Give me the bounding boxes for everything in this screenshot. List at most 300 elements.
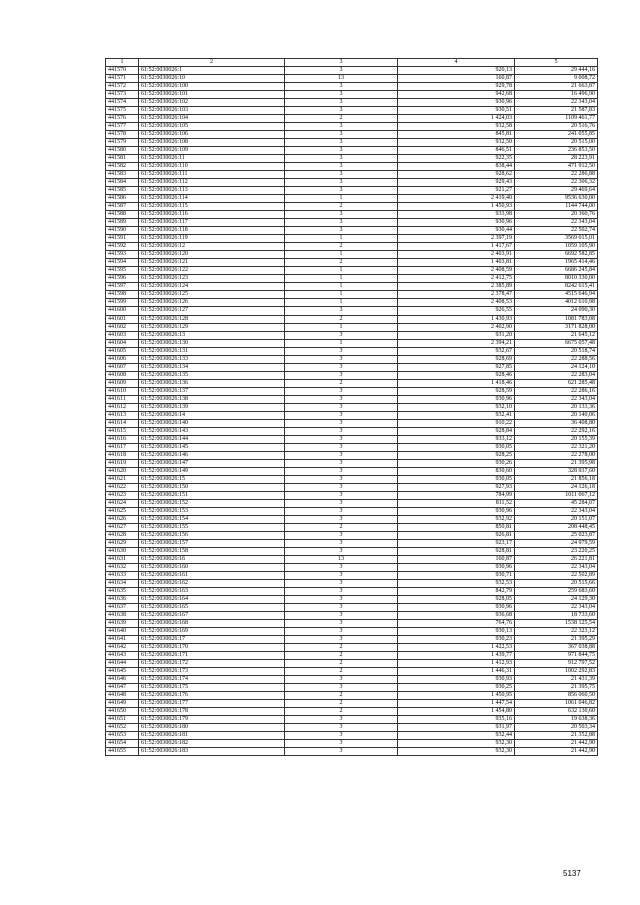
table-cell: 3 (285, 179, 398, 187)
table-cell: 441627 (106, 523, 139, 531)
table-cell: 929,78 (398, 83, 515, 91)
table-cell: 61:52:0030026:114 (139, 195, 285, 203)
header-cell: 1 (106, 59, 139, 67)
table-cell: 933,12 (398, 435, 515, 443)
table-cell: 241 055,85 (515, 131, 598, 139)
table-cell: 29 444,16 (515, 67, 598, 75)
table-cell: 22 343,04 (515, 219, 598, 227)
table-cell: 61:52:0030026:165 (139, 604, 285, 612)
table-cell: 4012 610,98 (515, 299, 598, 307)
table-cell: 441621 (106, 475, 139, 483)
page-number: 5137 (563, 869, 581, 878)
table-cell: 61:52:0030026:121 (139, 259, 285, 267)
table-cell: 160,87 (398, 555, 515, 563)
table-cell: 61:52:0030026:154 (139, 515, 285, 523)
table-cell: 236 853,50 (515, 147, 598, 155)
table-cell: 21 442,90 (515, 748, 598, 756)
table-cell: 441580 (106, 147, 139, 155)
table-cell: 8242 615,41 (515, 283, 598, 291)
table-cell: 6686 245,84 (515, 267, 598, 275)
table-cell: 6675 057,48 (515, 339, 598, 347)
table-cell: 2 (285, 660, 398, 668)
table-row (106, 451, 598, 459)
table-cell: 4515 646,94 (515, 291, 598, 299)
table-row (106, 123, 598, 131)
header-cell: 4 (398, 59, 515, 67)
table-cell: 24 090,30 (515, 307, 598, 315)
table-cell: 441622 (106, 483, 139, 491)
table-cell: 930,44 (398, 227, 515, 235)
table-row (106, 147, 598, 155)
table-cell: 61:52:0030026:137 (139, 387, 285, 395)
table-row (106, 668, 598, 676)
table-cell: 61:52:0030026:109 (139, 147, 285, 155)
table-cell: 2 (285, 259, 398, 267)
table-cell: 441619 (106, 459, 139, 467)
table-cell: 441596 (106, 275, 139, 283)
table-cell: 3 (285, 371, 398, 379)
table-cell: 22 343,04 (515, 604, 598, 612)
table-cell: 931,97 (398, 724, 515, 732)
table-cell: 21 442,90 (515, 740, 598, 748)
table-cell: 21 431,39 (515, 676, 598, 684)
table-cell: 1011 067,12 (515, 491, 598, 499)
table-cell: 930,51 (398, 107, 515, 115)
table-cell: 441643 (106, 652, 139, 660)
table-cell: 3 (285, 227, 398, 235)
table-cell: 3 (285, 724, 398, 732)
table-cell: 1 454,80 (398, 708, 515, 716)
table-cell: 3 (285, 572, 398, 580)
table-cell: 61:52:0030026:144 (139, 435, 285, 443)
table-cell: 61:52:0030026:134 (139, 363, 285, 371)
table-row (106, 620, 598, 628)
table-cell: 61:52:0030026:10 (139, 75, 285, 83)
table-cell: 3 (285, 211, 398, 219)
table-row (106, 676, 598, 684)
table-cell: 930,13 (398, 628, 515, 636)
table-cell: 61:52:0030026:147 (139, 459, 285, 467)
table-cell: 1 403,81 (398, 259, 515, 267)
table-cell: 61:52:0030026:176 (139, 692, 285, 700)
table-row (106, 379, 598, 387)
table-cell: 61:52:0030026:104 (139, 115, 285, 123)
table-cell: 441578 (106, 131, 139, 139)
table-cell: 3171 828,00 (515, 323, 598, 331)
table-cell: 61:52:0030026:143 (139, 427, 285, 435)
table-row (106, 403, 598, 411)
table-row (106, 115, 598, 123)
table-row (106, 227, 598, 235)
table-cell: 22 286,88 (515, 171, 598, 179)
table-row (106, 427, 598, 435)
table-cell: 1 (285, 275, 398, 283)
table-row (106, 347, 598, 355)
table-cell: 3 (285, 483, 398, 491)
table-cell: 441576 (106, 115, 139, 123)
table-cell: 441606 (106, 355, 139, 363)
table-cell: 1 412,93 (398, 660, 515, 668)
table-cell: 28 223,91 (515, 155, 598, 163)
table-row (106, 67, 598, 75)
table-cell: 3 (285, 131, 398, 139)
table-cell: 22 343,04 (515, 563, 598, 571)
table-cell: 20 140,06 (515, 411, 598, 419)
table-cell: 26 221,81 (515, 555, 598, 563)
table-cell: 61:52:0030026:161 (139, 572, 285, 580)
table-cell: 441603 (106, 331, 139, 339)
table-cell: 441613 (106, 411, 139, 419)
table-row (106, 596, 598, 604)
table-cell: 441605 (106, 347, 139, 355)
table-cell: 441651 (106, 716, 139, 724)
table-cell: 441573 (106, 91, 139, 99)
table-cell: 61:52:0030026:11 (139, 155, 285, 163)
table-cell: 61:52:0030026:111 (139, 171, 285, 179)
table-cell: 3 (285, 395, 398, 403)
table-cell: 61:52:0030026:112 (139, 179, 285, 187)
table-cell: 932,10 (398, 403, 515, 411)
table-cell: 930,96 (398, 219, 515, 227)
table-cell: 61:52:0030026:160 (139, 563, 285, 571)
table-row (106, 387, 598, 395)
table-cell: 932,50 (398, 139, 515, 147)
table-cell: 2 408,59 (398, 267, 515, 275)
table-cell: 441586 (106, 195, 139, 203)
table-cell: 3 (285, 403, 398, 411)
table-row (106, 636, 598, 644)
table-cell: 930,96 (398, 395, 515, 403)
table-row (106, 483, 598, 491)
table-cell: 208 448,45 (515, 523, 598, 531)
table-cell: 932,30 (398, 740, 515, 748)
table-cell: 3 (285, 435, 398, 443)
table-cell: 845,81 (398, 131, 515, 139)
table-cell: 3 (285, 107, 398, 115)
table-cell: 61:52:0030026:140 (139, 419, 285, 427)
table-cell: 3 (285, 684, 398, 692)
table-row (106, 235, 598, 243)
table-row (106, 283, 598, 291)
table-cell: 61:52:0030026:1 (139, 67, 285, 75)
table-cell: 61:52:0030026:158 (139, 547, 285, 555)
table-row (106, 539, 598, 547)
table-cell: 441631 (106, 555, 139, 563)
table-cell: 367 038,88 (515, 644, 598, 652)
table-cell: 61:52:0030026:124 (139, 283, 285, 291)
table-cell: 930,96 (398, 604, 515, 612)
table-cell: 61:52:0030026:110 (139, 163, 285, 171)
table-cell: 928,84 (398, 427, 515, 435)
table-row (106, 355, 598, 363)
table-row (106, 724, 598, 732)
table-cell: 19 638,36 (515, 716, 598, 724)
table-row (106, 107, 598, 115)
table-row (106, 91, 598, 99)
table-row (106, 467, 598, 475)
table-cell: 20 515,00 (515, 139, 598, 147)
table-cell: 61:52:0030026:14 (139, 411, 285, 419)
table-cell: 811,52 (398, 499, 515, 507)
table-row (106, 563, 598, 571)
table-cell: 3 (285, 411, 398, 419)
table-cell: 441600 (106, 307, 139, 315)
table-cell: 1 (285, 291, 398, 299)
table-cell: 3 (285, 732, 398, 740)
table-cell: 928,59 (398, 387, 515, 395)
table-cell: 9536 630,00 (515, 195, 598, 203)
table-cell: 441645 (106, 668, 139, 676)
table-cell: 930,05 (398, 475, 515, 483)
table-row (106, 371, 598, 379)
table-cell: 441583 (106, 171, 139, 179)
table-row (106, 187, 598, 195)
table-cell: 930,96 (398, 99, 515, 107)
table-cell: 61:52:0030026:105 (139, 123, 285, 131)
table-cell: 932,92 (398, 515, 515, 523)
table-cell: 441614 (106, 419, 139, 427)
table-cell: 61:52:0030026:152 (139, 499, 285, 507)
table-cell: 856 060,50 (515, 692, 598, 700)
table-row (106, 419, 598, 427)
table-row (106, 491, 598, 499)
table-cell: 24 129,30 (515, 596, 598, 604)
table-cell: 1 (285, 251, 398, 259)
table-cell: 2 (285, 652, 398, 660)
table-cell: 441601 (106, 315, 139, 323)
table-cell: 3569 015,01 (515, 235, 598, 243)
table-cell: 2 (285, 692, 398, 700)
table-cell: 1 (285, 299, 398, 307)
table-cell: 441572 (106, 83, 139, 91)
table-cell: 2 402,90 (398, 323, 515, 331)
table-cell: 932,41 (398, 411, 515, 419)
table-cell: 1 450,93 (398, 203, 515, 211)
table-cell: 61:52:0030026:129 (139, 323, 285, 331)
table-cell: 441634 (106, 580, 139, 588)
table-cell: 3 (285, 604, 398, 612)
table-cell: 3 (285, 531, 398, 539)
table-cell: 16 496,90 (515, 91, 598, 99)
table-cell: 441630 (106, 547, 139, 555)
table-row (106, 131, 598, 139)
table-cell: 923,17 (398, 539, 515, 547)
table-cell: 2 385,89 (398, 283, 515, 291)
table-cell: 61:52:0030026:177 (139, 700, 285, 708)
table-row (106, 716, 598, 724)
table-row (106, 395, 598, 403)
table-cell: 441575 (106, 107, 139, 115)
table-cell: 3 (285, 155, 398, 163)
table-cell: 3 (285, 427, 398, 435)
table-cell: 3 (285, 499, 398, 507)
table-cell: 441620 (106, 467, 139, 475)
table-cell: 22 343,04 (515, 507, 598, 515)
table-row (106, 555, 598, 563)
table-cell: 22 278,00 (515, 451, 598, 459)
table-cell: 912 797,52 (515, 660, 598, 668)
table-cell: 3 (285, 716, 398, 724)
table-cell: 3 (285, 580, 398, 588)
table-cell: 61:52:0030026:12 (139, 243, 285, 251)
table-row (106, 748, 598, 756)
table-cell: 846,51 (398, 147, 515, 155)
table-cell: 441638 (106, 612, 139, 620)
table-cell: 930,71 (398, 572, 515, 580)
table-row (106, 507, 598, 515)
table-row (106, 515, 598, 523)
table-cell: 930,05 (398, 443, 515, 451)
table-row (106, 307, 598, 315)
table-cell: 22 502,74 (515, 227, 598, 235)
table-cell: 3 (285, 636, 398, 644)
table-cell: 20 155,39 (515, 435, 598, 443)
table-cell: 61:52:0030026:100 (139, 83, 285, 91)
table-row (106, 75, 598, 83)
table-cell: 441588 (106, 211, 139, 219)
table-cell: 24 124,10 (515, 363, 598, 371)
table-row (106, 275, 598, 283)
table-cell: 3 (285, 331, 398, 339)
table-cell: 3 (285, 628, 398, 636)
table-row (106, 171, 598, 179)
table-cell: 21 352,88 (515, 732, 598, 740)
table-row (106, 331, 598, 339)
table-cell: 3 (285, 67, 398, 75)
table-cell: 441652 (106, 724, 139, 732)
table-cell: 22 288,56 (515, 355, 598, 363)
table-row (106, 243, 598, 251)
table-cell: 930,96 (398, 563, 515, 571)
table-cell: 936,68 (398, 612, 515, 620)
table-cell: 971 844,75 (515, 652, 598, 660)
table-cell: 441608 (106, 371, 139, 379)
table-cell: 842,79 (398, 588, 515, 596)
table-cell: 1 422,53 (398, 644, 515, 652)
table-row (106, 179, 598, 187)
table-cell: 930,96 (398, 507, 515, 515)
table-cell: 61:52:0030026:113 (139, 187, 285, 195)
table-cell: 61:52:0030026:101 (139, 91, 285, 99)
table-cell: 927,85 (398, 363, 515, 371)
table-cell: 6692 582,85 (515, 251, 598, 259)
table-cell: 22 286,16 (515, 387, 598, 395)
header-cell: 5 (515, 59, 598, 67)
table-cell: 21 663,87 (515, 83, 598, 91)
table-cell: 61:52:0030026:178 (139, 708, 285, 716)
table-cell: 1 (285, 195, 398, 203)
table-cell: 441618 (106, 451, 139, 459)
table-cell: 21 645,12 (515, 331, 598, 339)
table-cell: 21 856,18 (515, 475, 598, 483)
table-cell: 61:52:0030026:145 (139, 443, 285, 451)
table-cell: 441636 (106, 596, 139, 604)
table-cell: 441571 (106, 75, 139, 83)
table-cell: 61:52:0030026:157 (139, 539, 285, 547)
table-cell: 471 912,50 (515, 163, 598, 171)
table-cell: 932,58 (398, 123, 515, 131)
table-cell: 935,16 (398, 716, 515, 724)
table-row (106, 211, 598, 219)
table-cell: 1 (285, 267, 398, 275)
table-cell: 61:52:0030026:162 (139, 580, 285, 588)
table-cell: 1061 046,82 (515, 700, 598, 708)
table-cell: 61:52:0030026:17 (139, 636, 285, 644)
table-row (106, 139, 598, 147)
table-cell: 441585 (106, 187, 139, 195)
table-cell: 20 360,76 (515, 211, 598, 219)
table-row (106, 475, 598, 483)
table-cell: 928,81 (398, 547, 515, 555)
table-row (106, 660, 598, 668)
table-cell: 61:52:0030026:168 (139, 620, 285, 628)
table-cell: 2 (285, 115, 398, 123)
table-cell: 22 343,04 (515, 395, 598, 403)
table-cell: 441616 (106, 435, 139, 443)
table-row (106, 99, 598, 107)
table-cell: 61:52:0030026:164 (139, 596, 285, 604)
table-cell: 45 284,07 (515, 499, 598, 507)
table-cell: 441628 (106, 531, 139, 539)
table-row (106, 692, 598, 700)
table-cell: 22 343,04 (515, 99, 598, 107)
table-cell: 22 292,16 (515, 427, 598, 435)
table-cell: 61:52:0030026:149 (139, 467, 285, 475)
table-row (106, 315, 598, 323)
table-cell: 441646 (106, 676, 139, 684)
table-cell: 25 023,87 (515, 531, 598, 539)
table-row (106, 547, 598, 555)
table-cell: 930,93 (398, 676, 515, 684)
table-cell: 2 (285, 700, 398, 708)
table-cell: 1 446,31 (398, 668, 515, 676)
table-row (106, 291, 598, 299)
table-cell: 2 419,40 (398, 195, 515, 203)
table-cell: 926,55 (398, 307, 515, 315)
table-cell: 61:52:0030026:128 (139, 315, 285, 323)
table-cell: 441584 (106, 179, 139, 187)
table-row (106, 195, 598, 203)
table-cell: 22 502,89 (515, 572, 598, 580)
table-cell: 61:52:0030026:175 (139, 684, 285, 692)
table-cell: 3 (285, 363, 398, 371)
header-cell: 3 (285, 59, 398, 67)
table-cell: 441617 (106, 443, 139, 451)
table-cell: 61:52:0030026:174 (139, 676, 285, 684)
table-row (106, 531, 598, 539)
table-cell: 441624 (106, 499, 139, 507)
table-cell: 441590 (106, 227, 139, 235)
table-cell: 61:52:0030026:173 (139, 668, 285, 676)
table-cell: 764,76 (398, 620, 515, 628)
table-row (106, 155, 598, 163)
table-cell: 441647 (106, 684, 139, 692)
table-cell: 20 133,36 (515, 403, 598, 411)
table-cell: 61:52:0030026:115 (139, 203, 285, 211)
table-cell: 932,67 (398, 347, 515, 355)
table-cell: 441650 (106, 708, 139, 716)
table-cell: 1 447,54 (398, 700, 515, 708)
table-cell: 441629 (106, 539, 139, 547)
table-row (106, 604, 598, 612)
table-row (106, 628, 598, 636)
table-cell: 930,23 (398, 636, 515, 644)
table-cell: 441642 (106, 644, 139, 652)
table-cell: 61:52:0030026:13 (139, 331, 285, 339)
table-cell: 942,68 (398, 91, 515, 99)
table-cell: 932,53 (398, 580, 515, 588)
table-cell: 3 (285, 123, 398, 131)
